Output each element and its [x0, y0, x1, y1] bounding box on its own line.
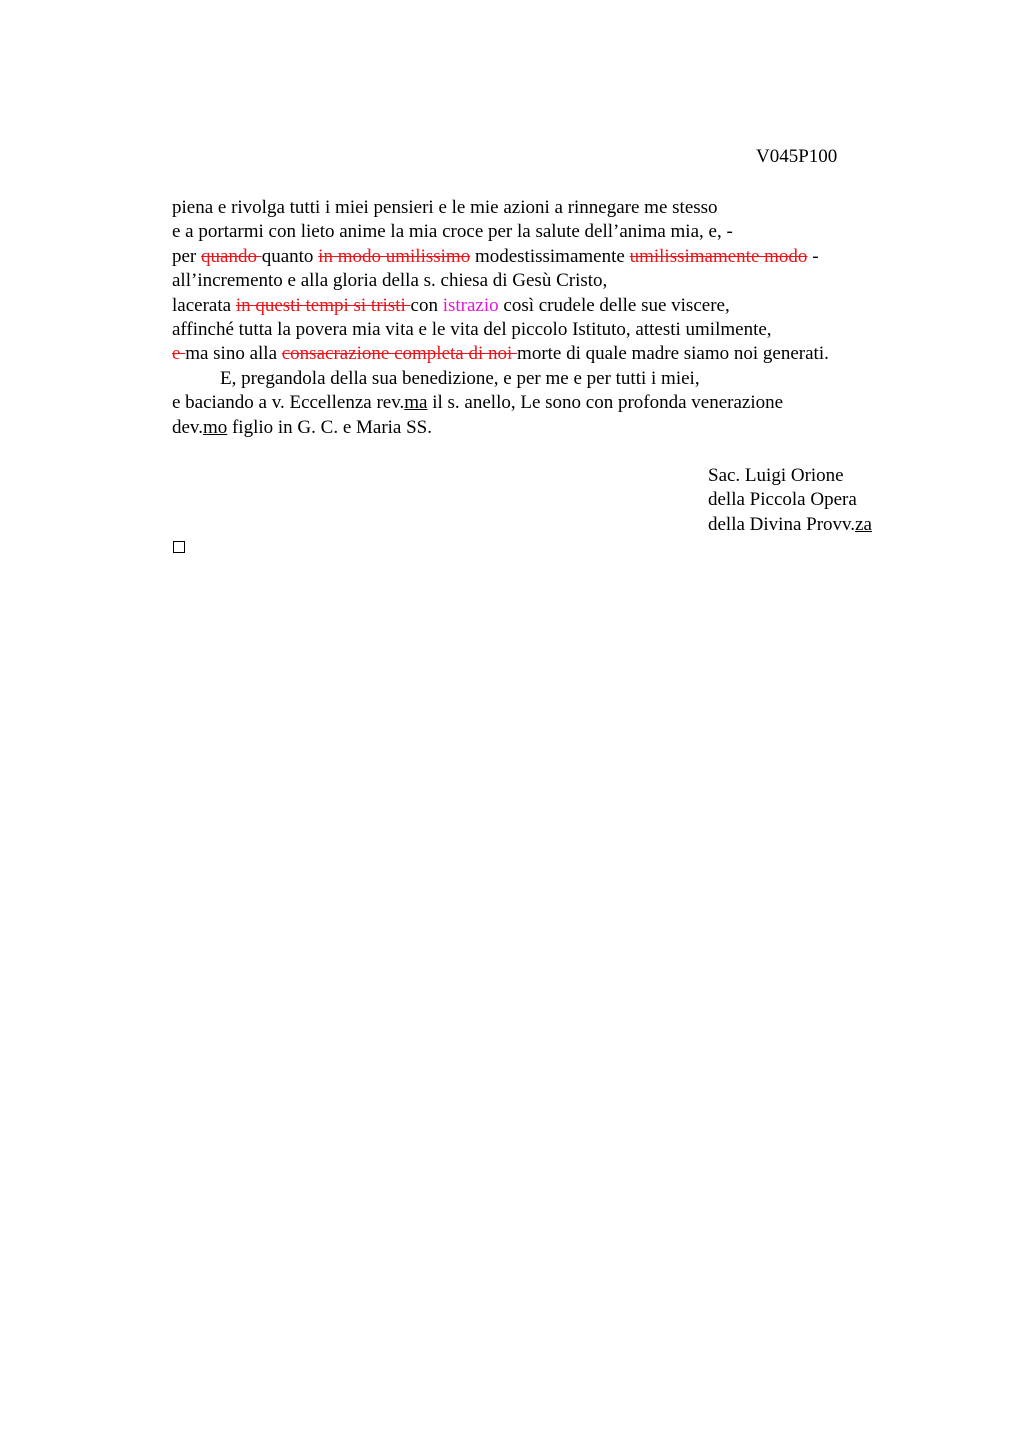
text-line-3	[172, 245, 829, 269]
text-segment: lacerata	[172, 294, 236, 316]
document-id: V045P100	[756, 146, 838, 167]
text-segment: morte di quale madre siamo noi generati.	[517, 343, 829, 365]
text-segment: della Divina Provv.	[708, 513, 856, 535]
signature-name: Sac. Luigi Orione	[708, 465, 844, 486]
text-line-4: all’incremento e alla gloria della s. chiesa di Gesù Cristo,	[172, 270, 608, 292]
text-segment: così crudele delle sue viscere,	[498, 294, 730, 316]
deleted-text: e	[172, 343, 186, 365]
text-line-5	[172, 294, 829, 318]
text-line-8: E, pregandola della sua benedizione, e per me e per tutti i miei,	[220, 367, 700, 389]
signature-block	[708, 464, 872, 537]
deleted-text: quando	[201, 245, 262, 267]
text-line-7	[172, 342, 829, 366]
signature-line-2: della Piccola Opera	[708, 489, 857, 511]
text-segment: ma sino alla	[185, 343, 282, 365]
text-segment: modestissimamente	[470, 245, 630, 267]
text-segment: -	[807, 245, 819, 267]
letter-body	[172, 196, 829, 440]
underlined-abbreviation: ma	[404, 392, 428, 414]
text-line-9	[172, 391, 829, 415]
deleted-text: consacrazione completa di noi	[281, 343, 518, 365]
underlined-abbreviation: mo	[202, 416, 228, 438]
text-segment: figlio in G. C. e Maria SS.	[227, 416, 433, 438]
text-segment: il s. anello, Le sono con profonda venerazione	[427, 392, 784, 414]
text-segment: dev.	[172, 416, 203, 438]
deleted-text: in questi tempi si tristi	[235, 294, 411, 316]
text-segment: e baciando a v. Eccellenza rev.	[172, 392, 405, 414]
text-line-6: affinché tutta la povera mia vita e le vita del piccolo Istituto, attesti umilmente,	[172, 319, 772, 341]
underlined-abbreviation: za	[855, 513, 872, 535]
inserted-text: istrazio	[442, 294, 499, 316]
text-line-1: piena e rivolga tutti i miei pensieri e le mie azioni a rinnegare me stesso	[172, 197, 718, 218]
text-segment: con	[410, 294, 443, 316]
deleted-text: in modo umilissimo	[318, 245, 471, 267]
empty-square-icon	[173, 541, 185, 553]
text-segment: quanto	[261, 245, 319, 267]
text-line-10	[172, 416, 829, 440]
text-segment: per	[172, 245, 202, 267]
signature-line-3	[708, 513, 872, 537]
text-line-2: e a portarmi con lieto anime la mia croce per la salute dell’anima mia, e, -	[172, 221, 733, 243]
deleted-text: umilissimamente modo	[629, 245, 808, 267]
